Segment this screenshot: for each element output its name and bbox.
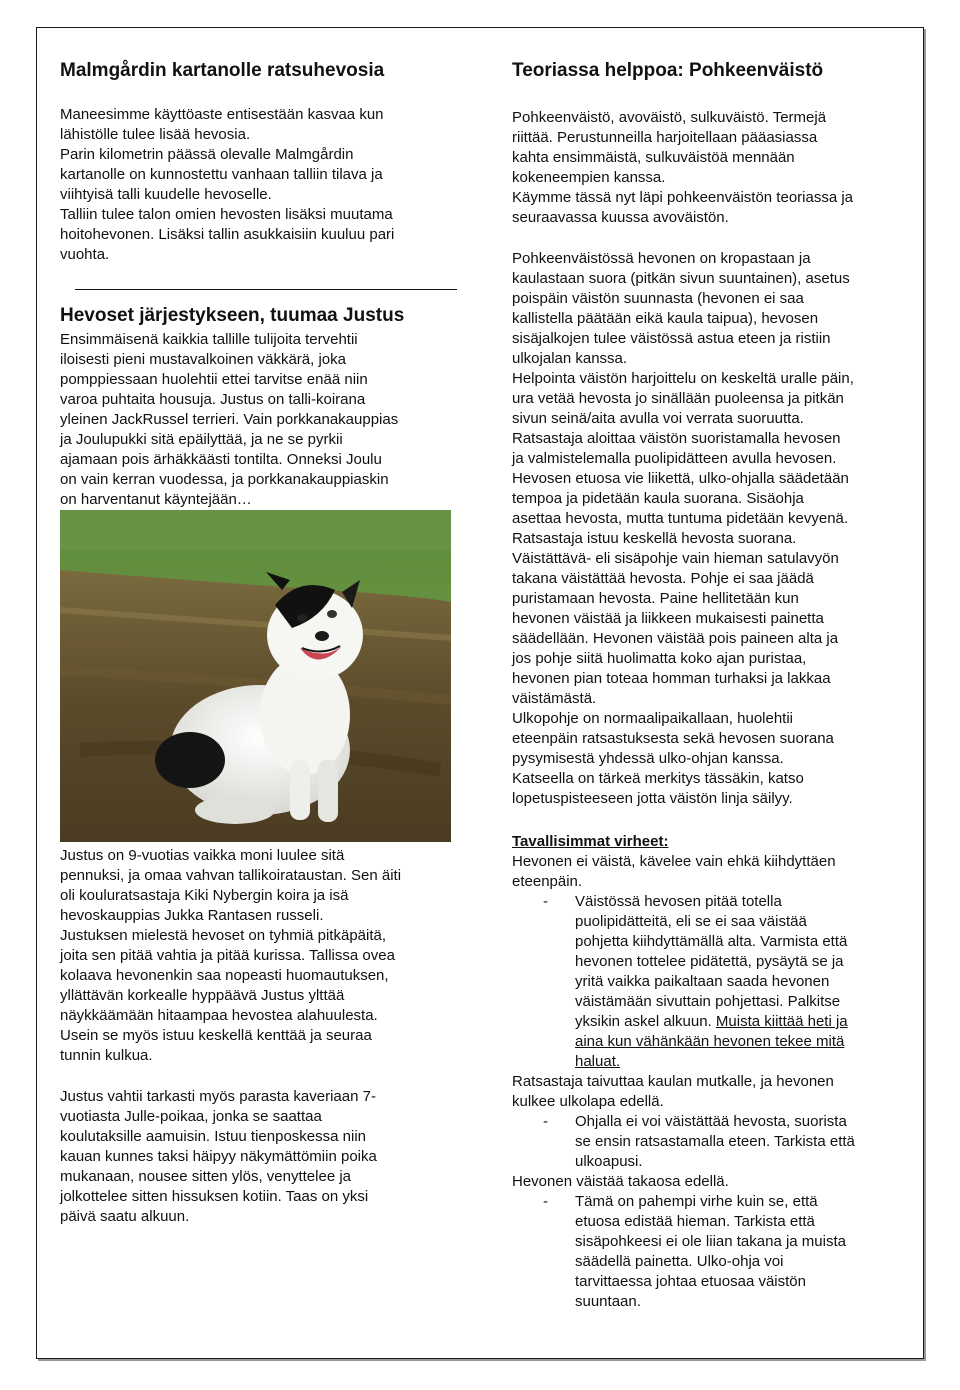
text-line: näykkäämään hitaampaa hevostea alahuulesta. <box>60 1007 378 1024</box>
text-line: ulkojalan kanssa. <box>512 350 628 367</box>
text-line: etuosa edistää hieman. Tarkista että <box>575 1213 815 1230</box>
text-line: tempoa ja pidetään kaula suorana. Sisäohja <box>512 490 804 507</box>
text-line: kartanolle on kunnostettu vanhaan talliin tilava ja <box>60 166 383 183</box>
text-line: vuohta. <box>60 246 110 263</box>
text-line: poispäin väistön suunnasta (hevonen ei saa <box>512 290 804 307</box>
text-line: kallistella päätään eikä kaula taipua), hevosen <box>512 310 819 327</box>
underlined-tip: haluat. <box>575 1053 621 1070</box>
justus-julle-paragraph <box>60 1087 377 1227</box>
dash-bullet: - <box>543 893 548 910</box>
error-2-list <box>512 1112 855 1172</box>
article-title-malmgard: Malmgårdin kartanolle ratsuhevosia <box>60 60 385 81</box>
text-line: kahta ensimmäistä, sulkuväistöä mennään <box>512 149 795 166</box>
text-line: mukanaan, nousee sitten ylös, venyttelee ja <box>60 1168 352 1185</box>
text-line: Pohkeenväistö, avoväistö, sulkuväistö. Termejä <box>512 109 827 126</box>
dash-bullet: - <box>543 1193 548 1210</box>
underlined-tip: aina kun vähänkään hevonen tekee mitä <box>575 1033 845 1050</box>
text-line: Väistättävä- eli sisäpohje vain hieman satulavyön <box>512 550 839 567</box>
text-line: pysymisestä yhdessä ulko-ohjan kanssa. <box>512 750 784 767</box>
text-line: Helpointa väistön harjoittelu on keskeltä uralle päin, <box>512 370 854 387</box>
error-1-list <box>512 892 848 1072</box>
dog-photo <box>60 510 451 842</box>
error-3-description <box>512 1172 729 1192</box>
text-line: Usein se myös istuu keskellä kenttää ja seuraa <box>60 1027 372 1044</box>
text-line: on vain kerran vuodessa, ja porkkanakauppiaskin <box>60 471 389 488</box>
text-line: oli kouluratsastaja Kiki Nybergin koira ja isä <box>60 887 349 904</box>
text-line: pomppiessaan huolehtii ettei tarvitse enää niin <box>60 371 368 388</box>
theory-intro-paragraph <box>512 108 853 228</box>
text-line: Tämä on pahempi virhe kuin se, että <box>575 1193 818 1210</box>
text-line: hoitohevonen. Lisäksi tallin asukkaisiin kuuluu pari <box>60 226 395 243</box>
text-line: tunnin kulkua. <box>60 1047 153 1064</box>
text-line: väistämään sivuttain pohjettasi. Palkitse <box>575 993 841 1010</box>
text-line: viihtyisä talli kuudelle hevoselle. <box>60 186 272 203</box>
text-line: koulutaksille aamuisin. Istuu tienposkessa niin <box>60 1128 366 1145</box>
text-line: ja valmistelemalla puolipidätteen avulla hevosen. <box>512 450 837 467</box>
text-line: yritä vaikka paikaltaan saada hevonen <box>575 973 830 990</box>
text-line: hevonen tottelee pidätettä, pysäytä se ja <box>575 953 844 970</box>
text-line: puristamaan hevosta. Paine hellitetään kun <box>512 590 799 607</box>
text-line: Ulkopohje on normaalipaikallaan, huolehtii <box>512 710 794 727</box>
text-line: ura vetää hevosta jo sinällään puoleensa ja pitkän <box>512 390 844 407</box>
text-line: Maneesimme käyttöaste entisestään kasvaa kun <box>60 106 384 123</box>
error-1-description <box>512 852 836 892</box>
justus-paragraph <box>60 330 398 510</box>
text-line: Parin kilometrin päässä olevalle Malmgårdin <box>60 146 354 163</box>
error-3-list <box>512 1192 846 1312</box>
text-line: Pohkeenväistössä hevonen on kropastaan ja <box>512 250 811 267</box>
text-line: iloisesti pieni mustavalkoinen väkkärä, joka <box>60 351 346 368</box>
text-line: Talliin tulee talon omien hevosten lisäksi muutama <box>60 206 393 223</box>
text-line: eteenpäin. <box>512 873 583 890</box>
text-line: Ratsastaja aloittaa väistön suoristamalla hevosen <box>512 430 841 447</box>
text-line: lopetuspisteeseen jotta väistön linja säilyy. <box>512 790 793 807</box>
text-line: joita sen pitää vahtia ja pitää kurissa. Tallissa ovea <box>60 947 395 964</box>
text-line: Ratsastaja istuu keskellä hevosta suorana. <box>512 530 797 547</box>
text-line: säädellään. Hevonen väistää pois paineen alta ja <box>512 630 839 647</box>
text-line: päivä saatu alkuun. <box>60 1208 190 1225</box>
text-line: eteenpäin ratsastuksesta sekä hevosen suorana <box>512 730 834 747</box>
text-line: Justus on 9-vuotias vaikka moni luulee sitä <box>60 847 345 864</box>
text-line: Käymme tässä nyt läpi pohkeenväistön teoriassa ja <box>512 189 854 206</box>
text-line: Ratsastaja taivuttaa kaulan mutkalle, ja hevonen <box>512 1073 834 1090</box>
text-line: kulkee ulkolapa edellä. <box>512 1093 664 1110</box>
text-line: yleinen JackRussel terrieri. Vain porkkanakauppias <box>60 411 399 428</box>
text-line: kauan kunnes taksi häipyy näkymättömiin poika <box>60 1148 377 1165</box>
text-line: Hevonen väistää takaosa edellä. <box>512 1173 729 1190</box>
text-line: pennuksi, ja omaa vahvan tallikoirataustan. Sen äiti <box>60 867 402 884</box>
text-line: takana väistättää hevosta. Pohje ei saa jäädä <box>512 570 814 587</box>
text-line: kolaava hevonenkin saa nopeasti huomautuksen, <box>60 967 389 984</box>
text-line: kokeneempien kanssa. <box>512 169 666 186</box>
text-line: riittää. Perustunneilla harjoitellaan pääasiassa <box>512 129 818 146</box>
list-item <box>512 892 848 1072</box>
text-line: kaulastaan suora (pitkän sivun suuntainen), asetus <box>512 270 850 287</box>
text-line: väistämästä. <box>512 690 597 707</box>
list-item <box>512 1112 855 1172</box>
text-line: hevonen väistää ja liikkeen mukaisesti painetta <box>512 610 824 627</box>
common-errors-heading: Tavallisimmat virheet: <box>512 833 669 850</box>
text-line: lähistölle tulee lisää hevosia. <box>60 126 251 143</box>
underlined-tip: Muista kiittää heti ja <box>715 1013 848 1030</box>
theory-body-paragraph <box>512 249 854 809</box>
text-line: asettaa hevosta, mutta tuntuma pidetään kevyenä. <box>512 510 849 527</box>
text-line <box>575 1012 848 1032</box>
text-line: pohjetta kiihdyttämällä alta. Varmista että <box>575 933 848 950</box>
text-line: seuraavassa kuussa avoväistön. <box>512 209 729 226</box>
text-line: on harventanut käyntejään… <box>60 491 252 508</box>
text-line: jolkottelee sitten hissuksen kotiin. Taas on yksi <box>60 1188 369 1205</box>
article-title-pohkeenvaisto: Teoriassa helppoa: Pohkeenväistö <box>512 60 824 81</box>
text-line: Ensimmäisenä kaikkia tallille tulijoita tervehtii <box>60 331 358 348</box>
jack-russell-terrier-image <box>60 510 451 842</box>
text-line: Hevonen ei väistä, kävelee vain ehkä kiihdyttäen <box>512 853 836 870</box>
article-title-justus: Hevoset järjestykseen, tuumaa Justus <box>60 305 405 326</box>
text-line: vuotiasta Julle-poikaa, jonka se saattaa <box>60 1108 322 1125</box>
text-line: jos pohje siitä huolimatta koko ajan puristaa, <box>512 650 807 667</box>
newsletter-page <box>36 27 924 1359</box>
text-line: Ohjalla ei voi väistättää hevosta, suorista <box>575 1113 847 1130</box>
text-line: suuntaan. <box>575 1293 641 1310</box>
text-line: sivun seinä/aita avulla voi verrata suoruutta. <box>512 410 804 427</box>
text-line: yllättävän korkealle hyppäävä Justus ylttää <box>60 987 345 1004</box>
text-line: se ensin ratsastamalla eteen. Tarkista että <box>575 1133 855 1150</box>
text-line: sisäpohkeesi ei ole liian takana ja muista <box>575 1233 846 1250</box>
text-line: Justuksen mielestä hevoset on tyhmiä pitkäpäitä, <box>60 927 387 944</box>
text-line: tarvittaessa johtaa etuosaa väistön <box>575 1273 806 1290</box>
text-line: säädellä painetta. Ulko-ohja voi <box>575 1253 784 1270</box>
text-line: puolipidätteitä, eli se ei saa väistää <box>575 913 807 930</box>
text-line: Hevosen etuosa vie liikettä, ulko-ohjalla säädetään <box>512 470 849 487</box>
text-line: Väistössä hevosen pitää totella <box>575 893 782 910</box>
list-item <box>512 1192 846 1312</box>
text-line: hevonen pian toteaa homman turhaksi ja lakkaa <box>512 670 831 687</box>
text-line: varoa puhtaita housuja. Justus on talli-koirana <box>60 391 366 408</box>
text-line: ja Joulupukki sitä epäilyttää, ja ne se pyrkii <box>60 431 343 448</box>
text-line: Justus vahtii tarkasti myös parasta kaveriaan 7- <box>60 1088 376 1105</box>
justus-background-paragraph <box>60 846 401 1066</box>
dash-bullet: - <box>543 1113 548 1130</box>
text-line: sisäjalkojen tulee väistössä astua eteen ja ristiin <box>512 330 831 347</box>
error-2-description <box>512 1072 834 1112</box>
text-line: Katseella on tärkeä merkitys tässäkin, katso <box>512 770 804 787</box>
intro-paragraph <box>60 105 394 265</box>
text-line: ulkoapusi. <box>575 1153 643 1170</box>
text-line: ajamaan pois ärhäkkäästi tontilta. Onneksi Joulu <box>60 451 382 468</box>
text-fragment: yksikin askel alkuun. <box>575 1013 716 1030</box>
section-divider <box>75 289 457 290</box>
text-line: hevoskauppias Jukka Rantasen russeli. <box>60 907 324 924</box>
